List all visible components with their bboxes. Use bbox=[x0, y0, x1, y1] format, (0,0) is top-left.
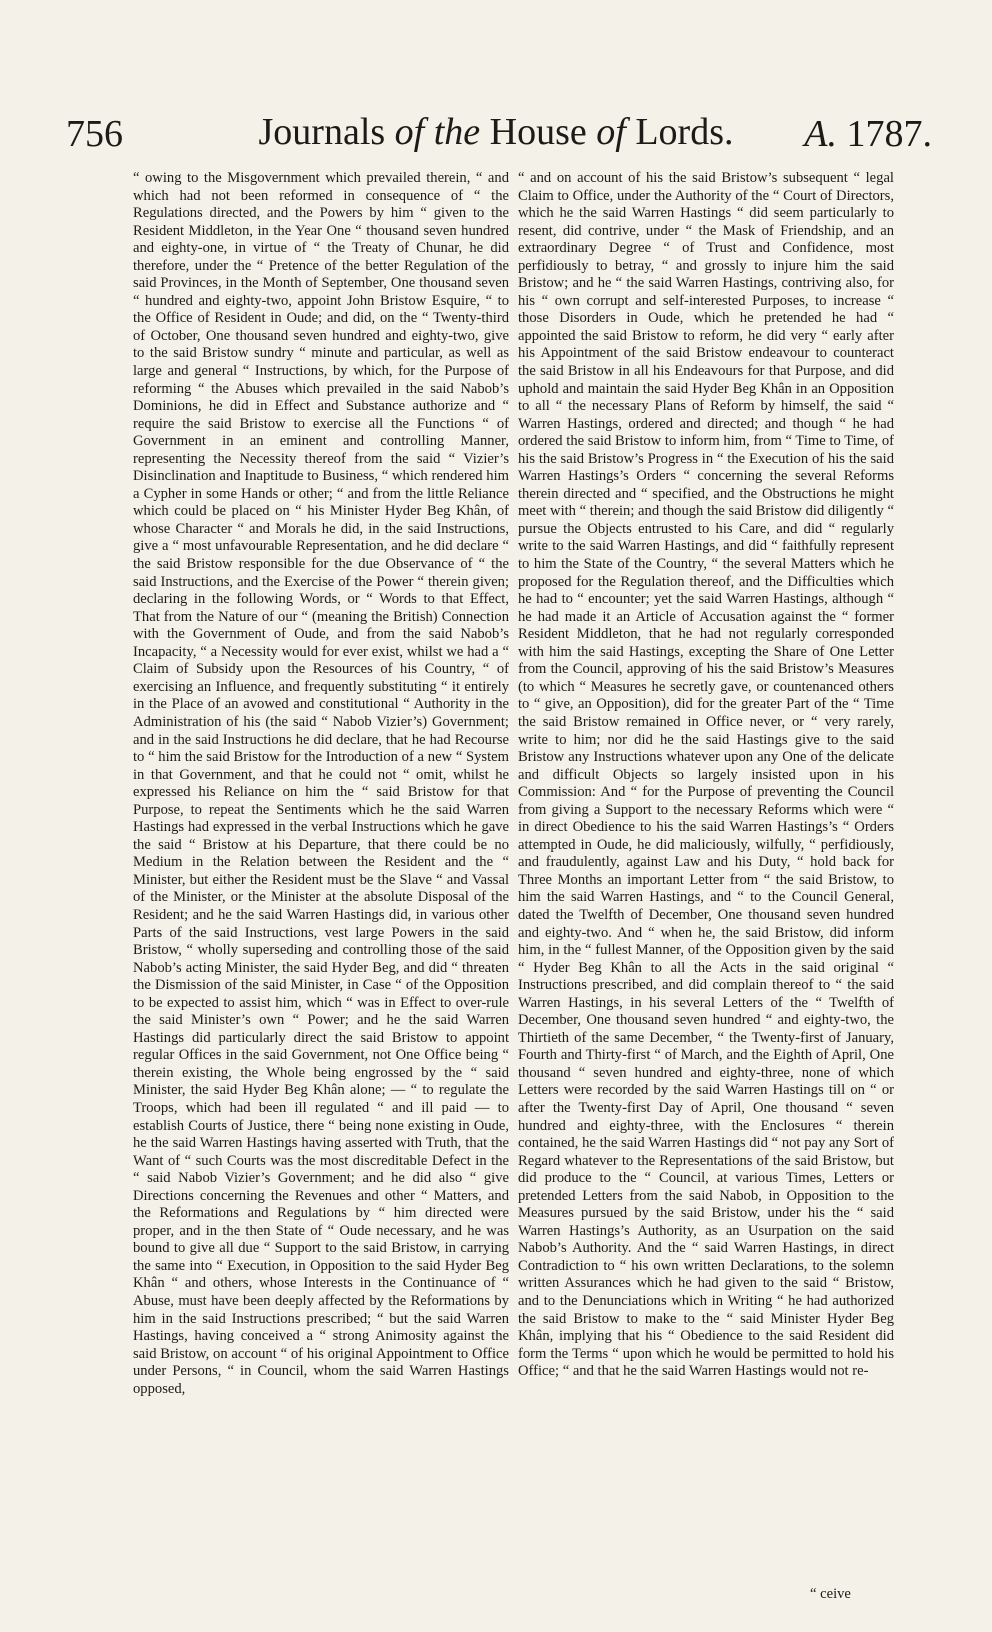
left-column-text: “ owing to the Misgovernment which prevailed therein, “ and which had not been reformed in consequence of “ the Regulations directed, and the Powers by him “ given to the Resident Middleton, in the Year One “ thousand seven hundred and eighty-one, in virtue of “ the Treaty of Chunar, he did therefore, under the “ Pretence of the better Regulation of the said Provinces, in the Month of September, One thousand seven “ hundred and eighty-two, appoint John Bristow Esquire, “ to the Office of Resident in Oude; and did, on the “ Twenty-third of October, One thousand seven hundred and eighty-two, give to the said Bristow sundry “ minute and particular, as well as large and general “ Instructions, by which, for the Purpose of reforming “ the Abuses which prevailed in the said Nabob’s Dominions, he did in Effect and Substance authorize and “ require the said Bristow to exercise all the Functions “ of Government in an eminent and controlling Manner, representing the Necessity thereof from the said “ Vizier’s Disinclination and Inaptitude to Business, “ which rendered him a Cypher in some Hands or other; “ and from the little Reliance which could be placed on “ his Minister Hyder Beg Khân, of whose Character “ and Morals he did, in the said Instructions, give a “ most unfavourable Representation, and he did declare “ the said Bristow responsible for the due Observance of “ the said Instructions, and the Exercise of the Power “ therein given; declaring in the following Words, or “ Words to that Effect, That from the Nature of our “ (meaning the British) Connection with the Government of Oude, and from the said Nabob’s Incapacity, “ a Necessity would for ever exist, whilst we had a “ Claim of Subsidy upon the Resources of his Country, “ of exercising an Influence, and frequently substituting “ it entirely in the Place of an avowed and constitutional “ Authority in the Administration of his (the said “ Nabob Vizier’s) Government; and in the said Instructions he did declare, that he had Recourse to “ him the said Bristow for the Introduction of a new “ System in that Government, and that he could not “ omit, whilst he expressed his Reliance on him the “ said Bristow for that Purpose, to repeat the Sentiments which he the said Warren Hastings had expressed in the verbal Instructions which he gave the said “ Bristow at his Departure, that there could be no Medium in the Relation between the Resident and the “ Minister, but either the Resident must be the Slave “ and Vassal of the Minister, or the Minister at the absolute Disposal of the Resident; and he the said Warren Hastings did, in various other Parts of the said Instructions, vest large Powers in the said Bristow, “ wholly superseding and controlling those of the said Nabob’s acting Minister, the said Hyder Beg, and did “ threaten the Dismission of the said Minister, in Case “ of the Opposition to be expected to assist him, which “ was in Effect to over-rule the said Minister’s own “ Power; and he the said Warren Hastings did particularly direct the said Bristow to appoint regular Offices in the said Government, not One Office being “ therein existing, the Whole being engrossed by the “ said Minister, the said Hyder Beg Khân alone; — “ to regulate the Troops, which had been ill regulated “ and ill paid — to establish Courts of Justice, there “ being none existing in Oude, he the said Warren Hastings having asserted with Truth, that the Want of “ such Courts was the most discreditable Defect in the “ said Nabob Vizier’s Government; and he did also “ give Directions concerning the Revenues and other “ Matters, and the Reformations and Regulations by “ him directed were proper, and in the then State of “ Oude necessary, and he was bound to give all due “ Support to the said Bristow, in carrying the same into “ Execution, in Opposition to the said Hyder Beg Khân “ and others, whose Interests in the Continuance of “ Abuse, must have been deeply affected by the Reformations by him in the said Instructions prescribed; “ but the said Warren Hastings, having conceived a “ strong Animosity against the said Bristow, on account “ of his original Appointment to Office under Persons, “ in Council, whom the said Warren Hastings opposed, bbox=[133, 170, 509, 1397]
right-column bbox=[518, 170, 894, 1580]
page-header bbox=[60, 108, 932, 168]
running-title bbox=[60, 110, 932, 154]
title-of: of bbox=[596, 111, 626, 153]
year-label bbox=[804, 112, 932, 156]
title-house: House bbox=[480, 111, 597, 153]
title-prefix: Journals bbox=[258, 111, 395, 153]
title-lords: Lords. bbox=[625, 111, 734, 153]
page-number: 756 bbox=[66, 113, 123, 155]
right-column-text: “ and on account of his the said Bristow’s subsequent “ legal Claim to Office, under the Authority of the “ Court of Directors, which he the said Warren Hastings “ did seem particularly to resent, did contrive, under “ the Mask of Friendship, and an extraordinary Degree “ of Trust and Confidence, most perfidiously to betray, “ and grossly to injure him the said Bristow; and he “ the said Warren Hastings, contriving also, for his “ own corrupt and self-interested Purposes, to increase “ those Disorders in Oude, which he pretended he had “ appointed the said Bristow to reform, he did very “ early after his Appointment of the said Bristow endeavour to counteract the said Bristow in all his Endeavours for that Purpose, and did uphold and maintain the said Hyder Beg Khân in an Opposition to all “ the necessary Plans of Reform by himself, the said “ Warren Hastings, ordered and directed; and though “ he had ordered the said Bristow to inform him, from “ Time to Time, of his the said Bristow’s Progress in “ the Execution of his the said Warren Hastings’s Orders “ concerning the several Reforms therein directed and “ specified, and the Obstructions he might meet with “ therein; and though the said Bristow did diligently “ pursue the Objects entrusted to his Care, and did “ regularly write to the said Warren Hastings, and did “ faithfully represent to him the State of the Country, “ the several Matters which he proposed for the Regulation thereof, and the Difficulties which he had to “ encounter; yet the said Warren Hastings, although “ he had made it an Article of Accusation against the “ former Resident Middleton, that he had not regularly corresponded with him the said Hastings, excepting the Share of One Letter from the Council, approving of his the said Bristow’s Measures (to which “ Measures he secretly gave, or countenanced others to “ give, an Opposition), did for the greater Part of the “ Time the said Bristow remained in Office never, or “ very rarely, write to him; nor did he the said Hastings give to the said Bristow any Instructions whatever upon any One of the delicate and difficult Objects so largely insisted upon in his Commission: And “ for the Purpose of preventing the Council from giving a Support to the necessary Reforms which were “ in direct Obedience to his the said Warren Hastings’s “ Orders attempted in Oude, he did maliciously, wilfully, “ perfidiously, and fraudulently, against Law and his Duty, “ hold back for Three Months an important Letter from “ the said Bristow, to him the said Warren Hastings, and “ to the Council General, dated the Twelfth of December, One thousand seven hundred and eighty-two. And “ when he, the said Bristow, did inform him, in the “ fullest Manner, of the Opposition given by the said “ Hyder Beg Khân to all the Acts in the said original “ Instructions prescribed, and did complain thereof to “ the said Warren Hastings, in his several Letters of the “ Twelfth of December, One thousand seven hundred “ and eighty-two, the Thirtieth of the same December, “ the Twenty-first of January, Fourth and Thirty-first “ of March, and the Eighth of April, One thousand “ seven hundred and eighty-three, none of which Letters were recorded by the said Warren Hastings till on “ or after the Twenty-first Day of April, One thousand “ seven hundred and eighty-three, with the Enclosures “ therein contained, he the said Warren Hastings did “ not pay any Sort of Regard whatever to the Representations of the said Bristow, but did produce to the “ Council, at various Times, Letters or pretended Letters from the said Nabob, in Opposition to the Measures pursued by the said Bristow, under his the “ said Warren Hastings’s Authority, as an Usurpation on the said Nabob’s Authority. And the “ said Warren Hastings, in direct Contradiction to “ his own written Declarations, to the solemn written Assurances which he had given to the said “ Bristow, and to the Denunciations which in Writing “ he had authorized the said Bristow to make to the “ said Minister Hyder Beg Khân, implying that his “ Obedience to the said Resident did form the Terms “ upon which he would be permitted to hold his Office; “ and that he the said Warren Hastings would not re- bbox=[518, 170, 894, 1380]
left-column bbox=[133, 170, 509, 1580]
catchword: “ ceive bbox=[810, 1586, 851, 1602]
year-prefix: A. bbox=[804, 113, 837, 155]
title-of-the: of the bbox=[394, 111, 481, 153]
year-value: 1787. bbox=[837, 113, 932, 155]
